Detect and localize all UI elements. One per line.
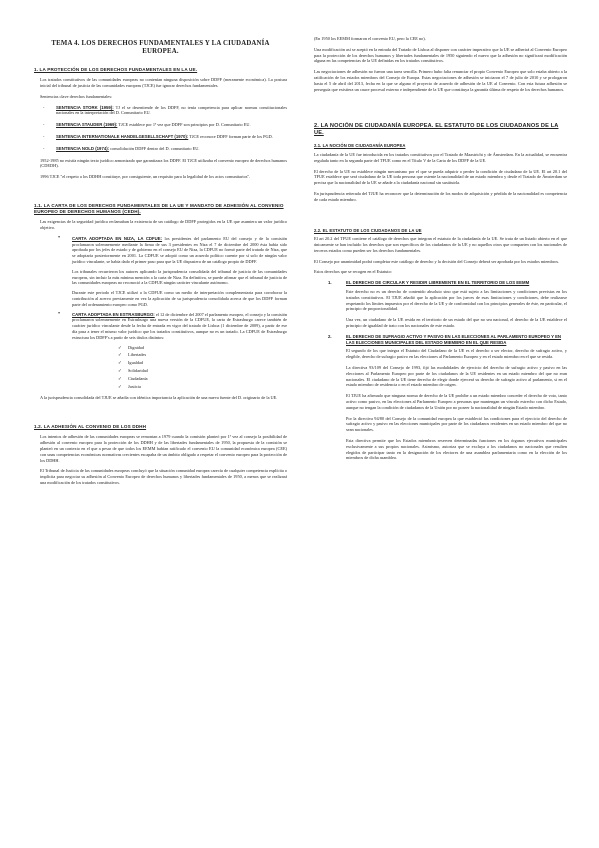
paragraph: A la jurisprudencia consolidada del TJUE se añadía con idéntica importancia la aplicación de una nueva fuente del D. originario de la UE.: [40, 395, 278, 401]
paragraph: Las exigencias de la seguridad jurídica reclamaban la existencia de un catálogo de DDFF protegidos en la UE que asumiera un valor jurídico objetivo.: [40, 219, 287, 231]
right-column: [314, 36, 567, 466]
item-text: TJCE reconoce DDFF forman parte de los PGD.: [188, 133, 273, 139]
item-text: los presidentes del parlamento EU del consejo y de la comisión proclamaron solemnemente mediante la firma de sus 3 presidentes en Niza el 7 de diciembre del 2000 ésta había sido aprobada por los jefes de estado y de gobierno en el consejo EU de Niza, la CDFUE no formó parte del tratado de Niza, que se adoptaría posteriormente en 2001. La CDFUE se adoptó como un acuerdo político carente por sí solo de ningún valor jurídico vinculante, se había dado el primer paso para que la UE dispusiera de un catálogo propio de DDFF.: [72, 235, 288, 265]
list-item: [34, 146, 287, 152]
paragraph: Por la directiva 94/80 del Consejo de la comunidad europea la que estableció las condiciones para el ejercicio del derecho de sufragio activo y pasivo en las elecciones municipales por parte de los ciudadanos residentes en un estado miembro del que no sean nacionales.: [346, 415, 567, 433]
cartas-list: [34, 236, 287, 390]
paragraph: El segundo de los que integra el Estatuto del Ciudadano de la UE es el derecho a ser elector, derecho de sufragio activo, y elegible, derecho de sufragio pasivo en las elecciones al Parlamento Europeo y en el estado miembro en el que se resida.: [346, 348, 567, 360]
item-text: consolidación DDFF dentro del D. comunitario EU.: [109, 145, 200, 151]
item-number: 2.: [328, 333, 332, 339]
checklist-label: Justicia: [128, 383, 141, 389]
check-icon: ✓: [118, 383, 122, 389]
list-item: [34, 236, 287, 308]
paragraph: Estos derechos que se recogen en el Estatuto:: [314, 269, 392, 275]
paragraph: Durante este periodo el TJCE utilizó a la CDFUE como un medio de interpretación complementaria para corroborar la contribución al acervo previamente en vez la aplicación de su jurisprudencia consolidada acerca de que los DDFF forman parte del ordenamiento europeo como PGD.: [72, 290, 287, 307]
section-1-heading: 1. LA PROTECCIÓN DE LOS DERECHOS FUNDAMENTALES EN LA UE.: [34, 66, 198, 72]
paragraph: Los tratados constitutivos de las comunidades europeas no contenían ninguna disposición sobre DDFF (meramente económica). La postura inicial del tribunal de justicia de las comunidades europeas (TJCE) fue ignorar derechos fundamentales.: [40, 77, 287, 88]
checklist-item: [72, 368, 287, 374]
checklist-label: Dignidad: [128, 344, 144, 350]
item-text: TJCE establece por 1ª vez que DDFF son principios por D. Comunitario EU.: [117, 122, 251, 128]
sentencias-list: [34, 105, 287, 152]
check-icon: ✓: [118, 360, 122, 366]
paragraph: El Tribunal de Justicia de las comunidades europeas concluyó que la situación comunidad europea carecía de cualquier competencia explícita o implícita para negociar su adhesión al Convenio Europeo de derechos humanos y libertades fundamentales de 1950, a menos que se realizará una modificación de los tratados constitutivos.: [40, 468, 287, 485]
paragraph: (En 1950 los EEMM formaron el convenio EU, pero la CEE no).: [314, 36, 426, 41]
section-2-heading: 2. LA NOCIÓN DE CIUDADANÍA EUROPEA. EL ESTATUTO DE LOS CIUDADANOS DE LA UE.: [314, 123, 559, 137]
check-icon: ✓: [118, 375, 122, 381]
document-title: TEMA 4. LOS DERECHOS FUNDAMENTALES Y LA CIUDADANÍA EUROPEA.: [51, 40, 270, 56]
checklist-label: Libertades: [128, 352, 147, 358]
paragraph: Una vez, un ciudadano de la UE resida en el territorio de un estado del que no sea nacional, el derecho de la UE establece el principio de igualdad de trato con los nacionales de este estado.: [346, 317, 567, 329]
item-heading: EL DERECHO DE SUFRAGIO ACTIVO Y PASIVO EN LAS ELECCIONES AL PARLAMENTO EUROPEO Y EN LAS ELECCIONES MUNICIPALES DEL ESTADO MIEMBRO EN EL QUE RESIDA: [346, 333, 562, 345]
item-label: SENTENCIA STORK (1959):: [56, 104, 114, 110]
list-item: [34, 312, 287, 390]
check-icon: ✓: [118, 352, 122, 358]
numbered-item: [314, 334, 567, 461]
item-label: SENTENCIA NOLD (1974):: [56, 145, 110, 151]
checklist-item: [72, 384, 287, 390]
item-text: TJ el se desentiende de los DDFF, no tenía competencia para aplicar normas constitucionales nacionales en la interpretación del D. Comunitario EU.: [56, 104, 288, 116]
paragraph: El TJUE ha afirmado que ninguna norma de derecho de la UE prohíbe a un estado miembro conceder el derecho de voto, tanto activo como pasivo, en las elecciones al Parlamento Europeo a personas que mantengan un vínculo estrecho con dicho Estado, aunque no tengan la condición de ciudadanos de la Unión por no poseer la nacionalidad de ningún Estado miembro.: [346, 393, 567, 410]
section-2-2-heading: 2.2. EL ESTATUTO DE LOS CIUDADANOS DE LA UE: [314, 227, 422, 233]
paragraph: La directiva 93/109 del Consejo de 1993, fijó las modalidades de ejercicio del derecho de sufragio activo y pasivo en las elecciones al Parlamento Europeo por parte de los ciudadanos de la UE residentes en un estado miembro del que no eran nacionales. El ciudadano de la UE tiene derecho de elegir donde ejercerá su derecho de sufragio activo al parlamento, si en el estado miembro de residencia o en el estado miembro de origen.: [346, 365, 567, 388]
section-2-1-heading: 2.1. LA NOCIÓN DE CIUDADANÍA EUROPEA: [314, 143, 406, 149]
check-icon: ✓: [118, 344, 122, 350]
list-item: [34, 134, 287, 140]
bullet-icon: •: [58, 234, 61, 241]
paragraph: En jurisprudencia reiterada del TJUE ha reconocer que la determinación de los modos de adquisición y pérdida de la nacionalidad es competencia de cada estado miembro.: [314, 191, 567, 202]
check-icon: ✓: [118, 368, 122, 374]
paragraph: Una modificación así se aceptó en la entrada del Tratado de Lisboa al disponer con carácter imperativo que la UE se adherirá al Convenio Europeo para la protección de los derechos humanos y libertades fundamentales de 1950 siguiendo el nuevo que la adhesión no significará modificación alguna en las competencias de la UE definidas en los tratados constitutivos.: [314, 46, 567, 64]
paragraph: El art 20.2 del TFUE contiene el catálogo de derechos que integran el estatuto de la ciudadanía de la UE. Se trata de un listado abierto en el que únicamente se han incluido los derechos que son específicos de los ciudadanos de la UE y no aquellos otros que comparten con los nacionales de terceros estados como pueden ser los derechos fundamentales.: [314, 236, 567, 253]
bullet-icon: •: [58, 310, 61, 317]
checklist-label: Solidaridad: [128, 368, 148, 374]
titles-checklist: [72, 345, 287, 390]
paragraph: 1996 TJCE "el respeto a los DDHH constituye, por consiguiente, un requisito para la legalidad de los actos comunitarios".: [40, 174, 251, 180]
paragraph: Las negociaciones de adhesión no fueron una tarea sencilla. Primero hubo falta renunciar el propio Convenio Europeo que solo estaba abierto a la ratificación de los estados miembros del Consejo de Europa. Estas negociaciones de adhesión se iniciaron el 7 de julio de 2010 y se prologaron hasta el 5 de abril del 2013, fecha en la que se alguno el proyecto de acuerdo de adhesión de la UE al Convenio. Con esta futura adhesión se perseguía que existiera un cauce procesal externo e independiente de la UE que constituya la garantía última de respeto de los derechos humanos.: [314, 69, 567, 92]
item-label: SENTENCIA INTERNATIONALE HANDELGESELLSCHAFT (1970):: [56, 133, 189, 139]
paragraph: Los tribunales recurrieron los autores aplicando la jurisprudencia consolidada del tribunal de justicia de las comunidades europeas, sin incluir la más mínima mención a la carta de Niza. En definitiva, se puede afirmar que el tribunal de justicia de las comunidades europeas no reconoció a la CDFUE ningún carácter vinculante autónomo.: [72, 268, 287, 286]
item-label: CARTA ADOPTADA EN NIZA, LA CDFUE:: [72, 235, 163, 241]
checklist-item: [72, 345, 287, 351]
item-label: SENTENCIA STAUDER (1969):: [56, 122, 118, 128]
item-number: 1.: [328, 280, 332, 286]
item-label: CARTA ADOPTADA EN ESTRASBURGO:: [72, 311, 155, 317]
numbered-item: [314, 280, 567, 329]
item-heading: EL DERECHO DE CIRCULAR Y RESIDIR LIBREMENTE EN EL TERRITORIO DE LOS EEMM: [346, 280, 530, 286]
paragraph: Esta directiva permite que los Estados miembros reserven determinadas funciones en los órganos ejecutivos municipales exclusivamente a sus propios nacionales. Asimismo, autoriza que se excluya a los ciudadanos no nacionales que resulten elegidos de participar tanto en la designación de los electores de una asamblea parlamentaria como en la elección de los miembros de dicha asamblea.: [346, 437, 567, 461]
checklist-item: [72, 360, 287, 366]
paragraph: 1952-1985 no existía ningún texto jurídico armonizado que garantizara los DDFF. El TJCE utilizaba el convenio europeo de derechos humanos (CDEDH).: [40, 157, 287, 169]
item-text: el 12 de diciembre del 2007 el parlamento europeo, el consejo y la comisión proclamaron solemnemente en Estrasburgo una nueva versión de la CDFUE, la carta de Estrasburgo carece también de carácter jurídico vinculante desde la fecha de entrada en vigor del tratado de Lisboa (1 diciembre de 2009), a partir de ese día pasa a tener el mismo valor jurídico que los tratados constitutivos, aunque no es un tratado. La CDFUE de Estrasburgo estructura los DDFF's a partir de seis títulos distintos:: [72, 311, 287, 340]
paragraph: El derecho de la UE no establece ningún mecanismo por el que se pueda adquirir o perder la condición de ciudadano de la UE. El art 20.1 del TFUE establece que será ciudadano de la UE toda persona que ostente la nacionalidad de un estado miembro y desde el Tratado de Ámsterdam se precisa que la nacionalidad de la UE se añade a la ciudadanía nacional sin sustituirla.: [314, 168, 567, 186]
section-1-1-heading: 1.1. LA CARTA DE LOS DERECHOS FUNDAMENTALES DE LA UE Y MANDATO DE ADHESIÓN AL CONVENIO EUROPEO DE DERECHOS HUMANOS (CEDH).: [34, 202, 284, 215]
section-1-2-heading: 1.2. LA ADHESIÓN AL CONVENIO DE LOS DDHH: [34, 424, 147, 430]
paragraph: El Consejo por unanimidad podrá completar este catálogo de derecho y la decisión del Consejo deberá ser aprobada por los estados miembros.: [314, 258, 560, 264]
checklist-label: Ciudadanía: [128, 375, 148, 381]
list-item: [34, 122, 287, 128]
left-column: [34, 0, 287, 491]
paragraph: Este derecho no es un derecho de contenido absoluto sino que está sujeto a las limitaciones y condiciones previstas en los tratados constitutivos. El TJUE añadió que la aplicación por los jueces de esas limitaciones y condiciones, debe realizarse respetando los límites impuestos por el derecho de la UE y de conformidad con los principios generales de éste, en particular, el principio de proporcionalidad.: [346, 289, 567, 312]
paragraph: Sentencias clave derechos fundamentales:: [40, 93, 113, 99]
checklist-item: [72, 376, 287, 382]
paragraph: Los intentos de adhesión de las comunidades europeas se remontan a 1979 cuando la comisión planteó por 1ª vez al consejo la posibilidad de adhesión al convenio europeo para la protección de los DDHH y de las libertades fundamentales de 1950, la propuesta de la comisión se planteó en un contexto en el que a pesar de que todos los EEMM habían ratificado el convenio EU la comunidad económica europea (CEE) con unas competencias económicas normativas crecientes escapaba de un ámbito obligado a respetar el convenio europeo para la protección de los DDHH.: [40, 434, 287, 463]
checklist-label: Igualdad: [128, 360, 144, 366]
list-item: [34, 105, 287, 117]
checklist-item: [72, 352, 287, 358]
paragraph: La ciudadanía de la UE fue introducida en los tratados constitutivos por el Tratado de Maastricht y de Ámsterdam. En la actualidad, se encuentra regulada tanto en la segunda parte del TFUE como en el Título V de la Carta de los DDFF de la UE.: [314, 152, 567, 163]
